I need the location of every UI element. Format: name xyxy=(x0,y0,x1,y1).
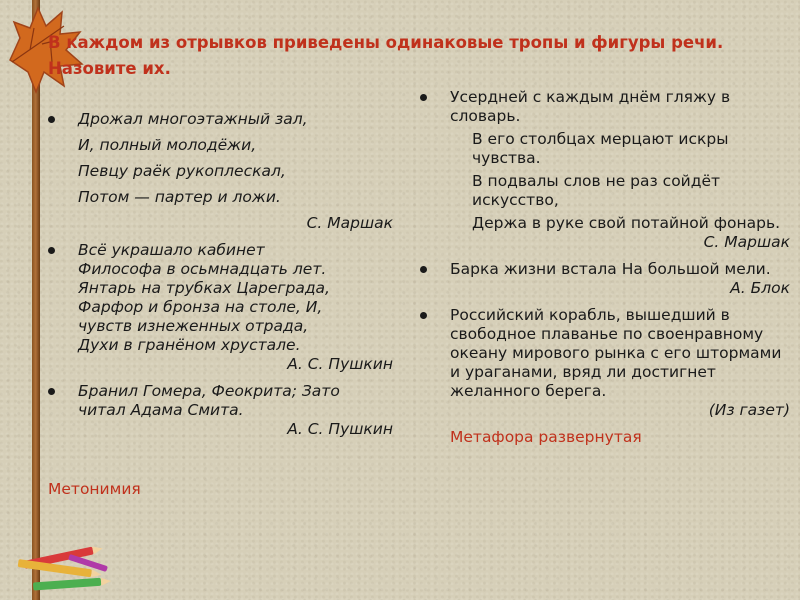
bullet-icon xyxy=(420,312,427,319)
title-line-1: В каждом из отрывков приведены одинаковые тропы и фигуры речи. xyxy=(48,33,724,52)
poem-line: чувств изнеженных отрада, xyxy=(78,317,309,335)
poem-author: А. Блок xyxy=(730,279,790,297)
poem-line: Фарфор и бронза на столе, И, xyxy=(78,298,323,316)
poem-line: И, полный молодёжи, xyxy=(78,136,257,154)
poem-author: А. С. Пушкин xyxy=(287,420,393,438)
poem-line: В подвалы слов не раз сойдёт искусство, xyxy=(472,172,721,209)
crayons-icon xyxy=(8,538,128,598)
right-poem-3 xyxy=(420,306,790,420)
title-line-2: Назовите их. xyxy=(48,59,171,78)
poem-author: А. С. Пушкин xyxy=(287,355,393,373)
bullet-icon xyxy=(420,266,427,273)
poem-line: Всё украшало кабинет xyxy=(78,241,265,259)
poem-line: Дрожал многоэтажный зал, xyxy=(78,110,308,128)
poem-author: (Из газет) xyxy=(708,401,790,419)
left-poem-1 xyxy=(48,110,393,233)
poem-text: Барка жизни встала На большой мели. xyxy=(450,260,771,278)
poem-line: Духи в гранёном хрустале. xyxy=(78,336,301,354)
poem-line: читал Адама Смита. xyxy=(78,401,244,419)
bullet-icon xyxy=(420,94,427,101)
poem-line: Певцу раёк рукоплескал, xyxy=(78,162,286,180)
poem-line: Держа в руке свой потайной фонарь. xyxy=(472,214,781,232)
bullet-icon xyxy=(48,116,55,123)
poem-text: Российский корабль, вышедший в свободное плаванье по своенравному океану мирового рынка с его штормами и ураганами, вряд ли достигнет желанного берега. xyxy=(450,306,782,400)
poem-line: Бранил Гомера, Феокрита; Зато xyxy=(78,382,340,400)
right-poem-2 xyxy=(420,260,790,298)
poem-line: Потом — партер и ложи. xyxy=(78,188,281,206)
left-column xyxy=(48,110,393,447)
left-answer: Метонимия xyxy=(48,480,141,498)
poem-line: В его столбцах мерцают искры чувства. xyxy=(472,130,729,167)
left-poem-2 xyxy=(48,241,393,374)
right-answer-text: Метафора развернутая xyxy=(450,428,642,446)
task-title xyxy=(48,30,788,82)
poem-author: С. Маршак xyxy=(703,233,790,251)
right-column xyxy=(420,88,790,447)
poem-line: Философа в осьмнадцать лет. xyxy=(78,260,327,278)
bullet-icon xyxy=(48,388,55,395)
poem-line: Янтарь на трубках Цареграда, xyxy=(78,279,330,297)
right-poem-1 xyxy=(420,88,790,252)
poem-author: С. Маршак xyxy=(306,214,393,232)
poem-line: Усердней с каждым днём гляжу в словарь. xyxy=(450,88,731,125)
left-poem-3 xyxy=(48,382,393,439)
bullet-icon xyxy=(48,247,55,254)
right-answer xyxy=(420,428,790,447)
